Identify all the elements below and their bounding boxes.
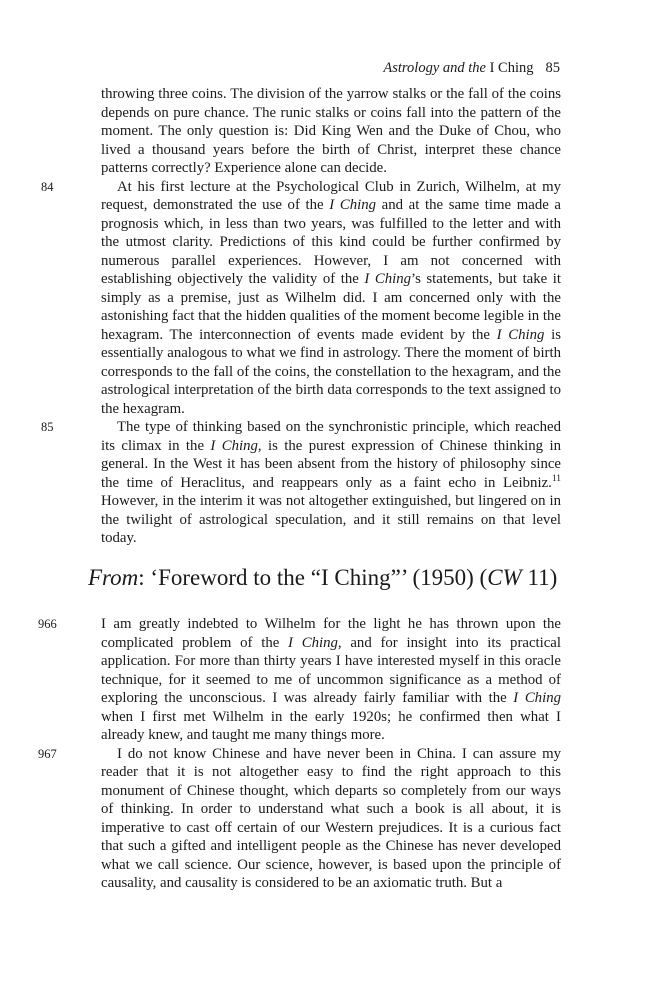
heading-from: From xyxy=(88,565,139,590)
heading-volume: 11) xyxy=(521,565,558,590)
book-title-italic: I Ching xyxy=(364,271,412,287)
book-title-italic: I Ching xyxy=(288,634,338,651)
paragraph-text: I do not know Chinese and have never been in China. I can assure my reader that it is not altogether easy to find the right approach to this monument of Chinese thought, which departs so completely from our ways of thinking. In order to understand what such a book is all about, it is imperative to cast off certain of our Western prejudices. It is a curious fact that such a gifted and intelligent people as the Chinese has never developed what we call science. Our science, however, is based upon the principle of causality, and causality is considered to be an axiomatic truth. But a xyxy=(101,745,561,891)
paragraph-text: , is the purest expression of Chinese thinking in general. In the West it has been absent from the history of philosophy since the time of Heraclitus, and reappears only as a faint echo in Leibniz. xyxy=(101,437,561,491)
running-head-title: I Ching xyxy=(485,60,534,76)
paragraph-text: when I first met Wilhelm in the early 1920s; he confirmed then what I already knew, and taught me many things more. xyxy=(101,708,561,743)
paragraph-text: throwing three coins. The division of the yarrow stalks or the fall of the coins depends on pure chance. The runic stalks or coins fall into the pattern of the moment. The only question is: Did King Wen and the Duke of Chou, who lived a thousand years before the birth of Christ, interpret these chance patterns correctly? Experience alone can decide. xyxy=(101,86,561,176)
paragraph-text: The type of thinking based on the synchronistic principle, which reached its climax in the xyxy=(101,419,561,454)
heading-title: : ‘Foreword to the “I Ching”’ (1950) ( xyxy=(138,565,488,590)
paragraph-text: At his first lecture at the Psychological Club in Zurich, Wilhelm, at my request, demonstrated the use of the xyxy=(101,178,561,213)
paragraph-number: 967 xyxy=(38,746,57,761)
paragraph-84 xyxy=(41,178,561,419)
paragraph-continued xyxy=(101,85,561,178)
book-title-italic: I Ching xyxy=(496,326,545,343)
book-title-italic: I Ching xyxy=(513,690,561,706)
paragraph-text: ’s statements, but take it simply as a premise, just as Wilhelm did. I am concerned only with the astonishing fact that the hidden qualities of the moment become legible in the hexagram. The interconnection of events made evident by the xyxy=(101,271,561,343)
page-number: 85 xyxy=(545,60,560,76)
paragraph-number: 85 xyxy=(41,420,54,434)
paragraph-number: 84 xyxy=(41,179,54,194)
paragraph-text: and at the same time made a prognosis which, in less than two years, was fulfilled to the letter and with the utmost clarity. Predictions of this kind could be further confirmed by numerous parallel experiences. However, I am not concerned with establishing objectively the validity of the xyxy=(101,197,561,287)
book-title-italic: I Ching xyxy=(329,197,377,213)
running-head xyxy=(383,60,560,77)
paragraph-text: , and for insight into its practical application. For more than thirty years I have interested myself in this oracle technique, for it seemed to me of uncommon significance as a method of exploring the unconscious. I was already fairly familiar with the xyxy=(101,634,561,706)
paragraph-number: 966 xyxy=(38,617,57,631)
paragraph-text: is essentially analogous to what we find in astrology. There the moment of birth corresponds to the fall of the coins, the constellation to the hexagram, and the astrological interpretation of the birth data corresponds to the text assigned to the hexagram. xyxy=(101,326,561,417)
section-heading xyxy=(88,565,557,591)
paragraph-text: I am greatly indebted to Wilhelm for the light he has thrown upon the complicated problem of the xyxy=(101,616,561,651)
heading-cw: CW xyxy=(487,565,522,590)
section-foreword xyxy=(38,615,561,893)
section-astrology xyxy=(41,85,561,548)
book-title-italic: I Ching xyxy=(210,437,258,454)
footnote-marker: 11 xyxy=(551,473,561,484)
paragraph-966 xyxy=(38,615,561,745)
running-head-title-italic: Astrology and the xyxy=(383,60,486,76)
paragraph-967 xyxy=(38,745,561,893)
paragraph-text: However, in the interim it was not altogether extinguished, but lingered on in the twilight of astrological speculation, and it still remains on that level today. xyxy=(101,493,561,546)
paragraph-85 xyxy=(41,418,561,548)
